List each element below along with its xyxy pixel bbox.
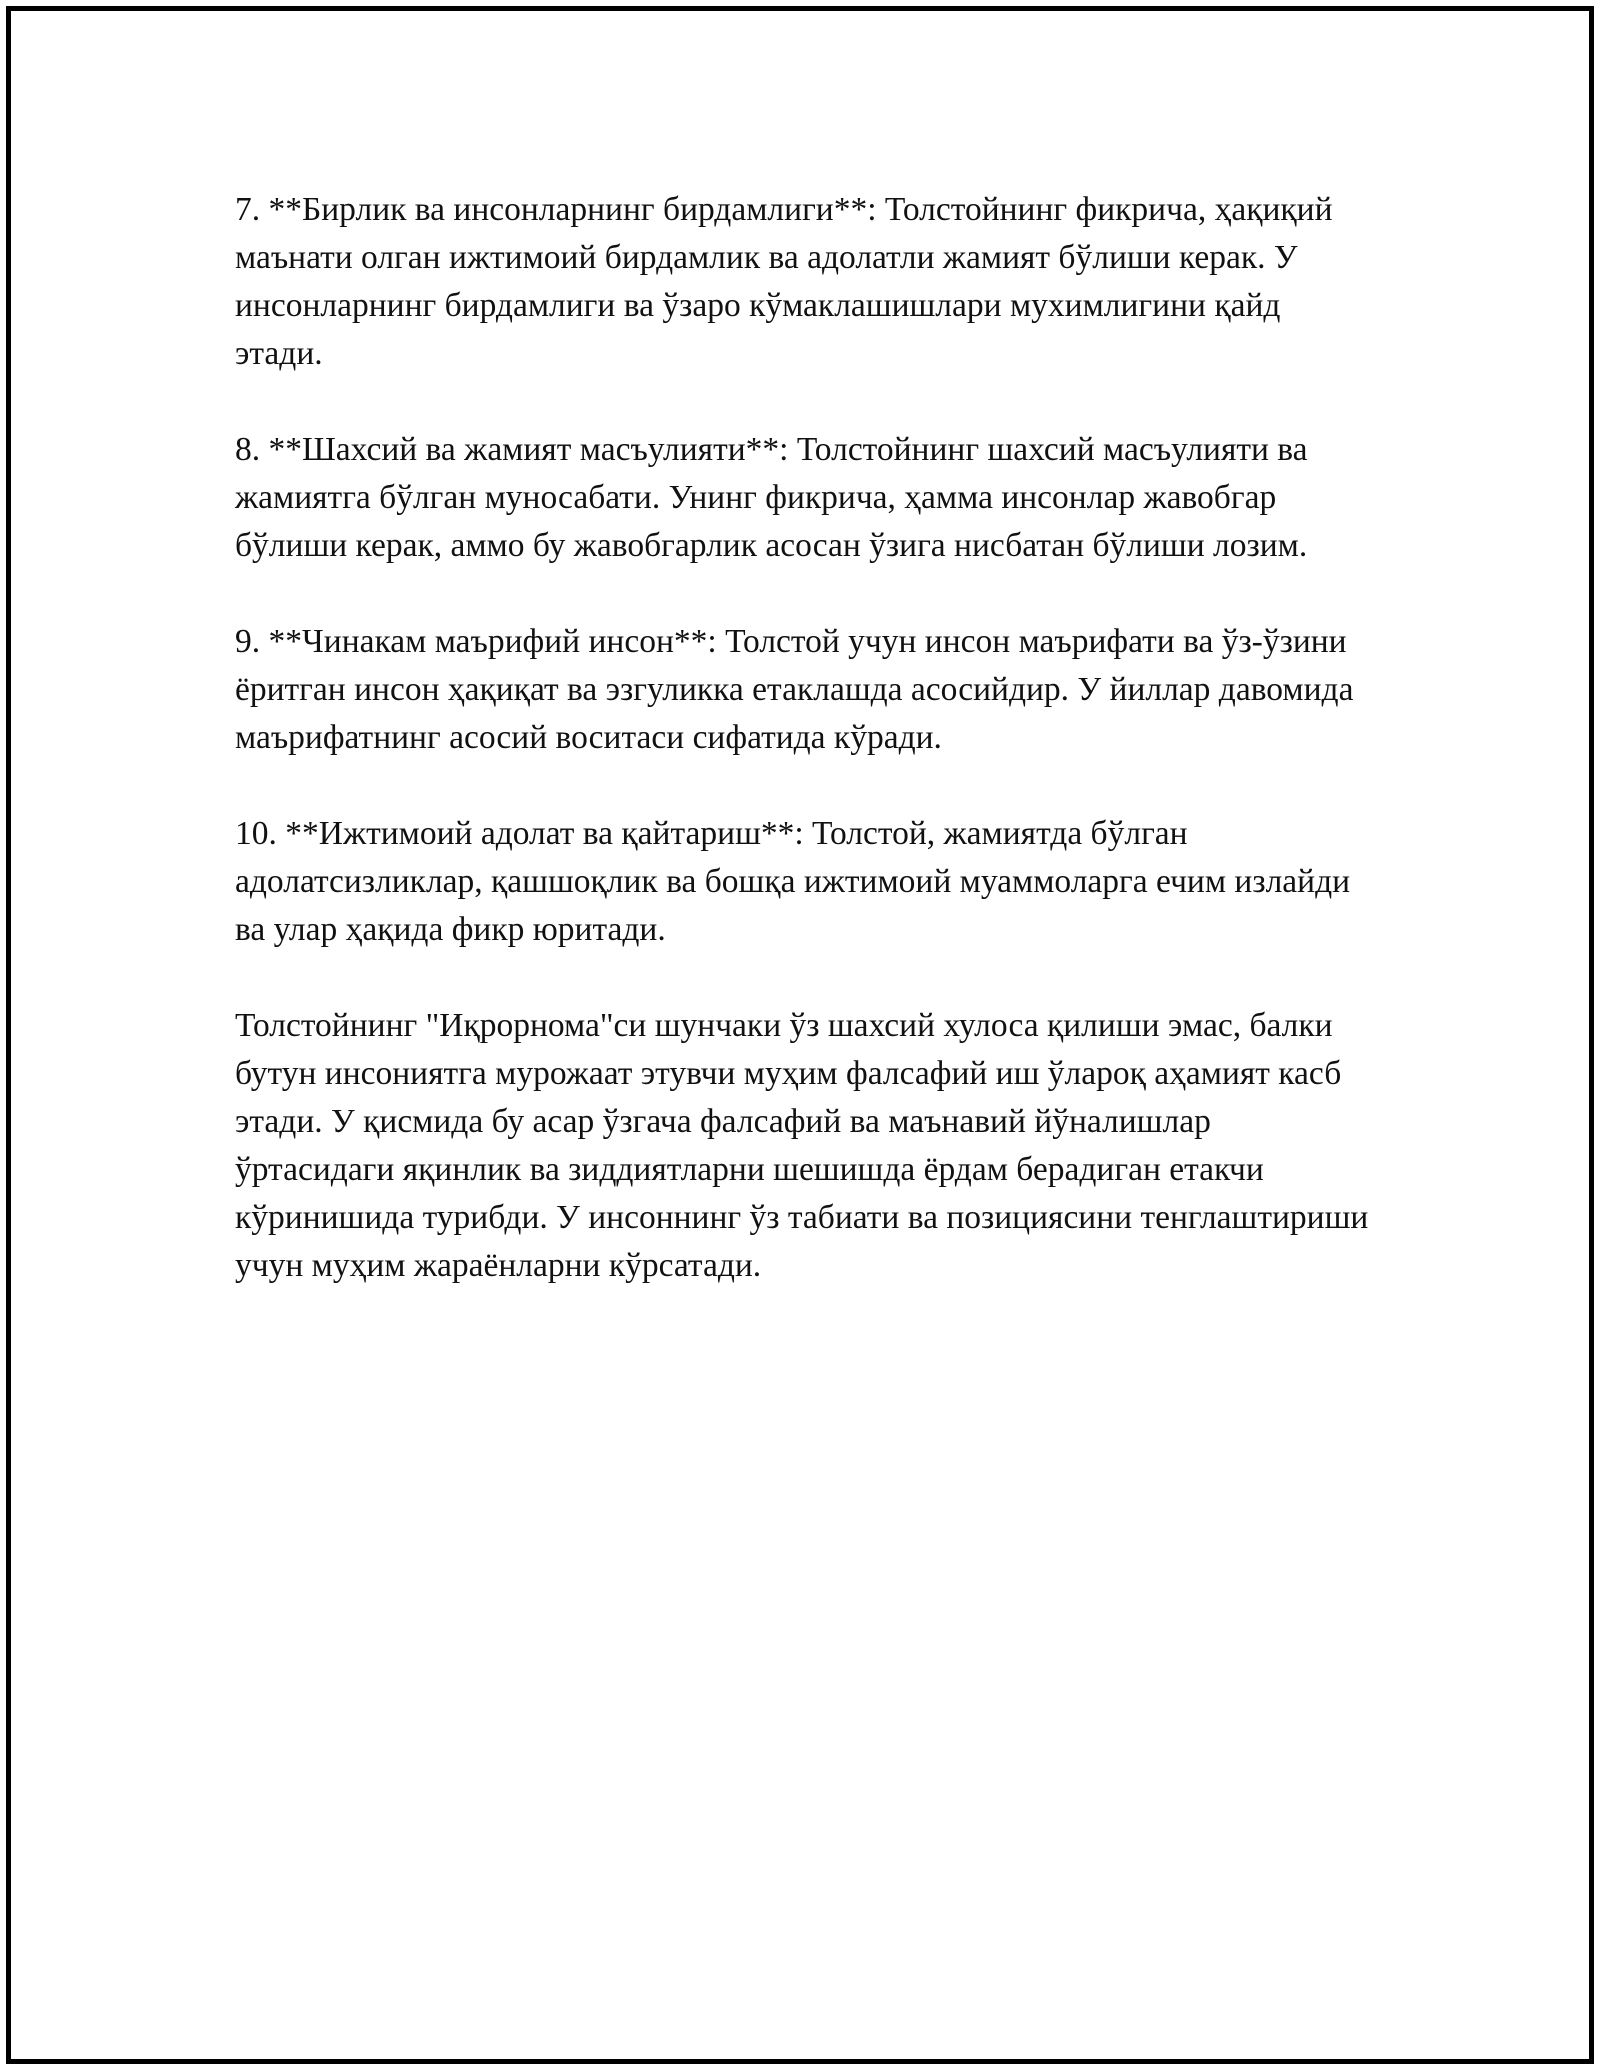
paragraph-item-7: 7. **Бирлик ва инсонларнинг бирдамлиги**: Толстойнинг фикрича, ҳақиқий маънати олган ижтимоий бирдамлик ва адолатли жамият бўлиши керак. У инсонларнинг бирдамлиги ва ўзаро кўмаклашишлари мухимлигини қайд этади. <box>235 191 1333 372</box>
document-body <box>235 186 1375 1338</box>
paragraph-item-9: 9. **Чинакам маърифий инсон**: Толстой учун инсон маърифати ва ўз-ўзини ёритган инсон ҳақиқат ва эзгуликка етаклашда асосийдир. У йиллар давомида маърифатнинг асосий воситаси сифатида кўради. <box>235 623 1354 756</box>
paragraph-item-8: 8. **Шахсий ва жамият масъулияти**: Толстойнинг шахсий масъулияти ва жамиятга бўлган муносабати. Унинг фикрича, ҳамма инсонлар жавобгар бўлиши керак, аммо бу жавобгарлик асосан ўзига нисбатан бўлиши лозим. <box>235 431 1308 564</box>
paragraph-item-10: 10. **Ижтимоий адолат ва қайтариш**: Толстой, жамиятда бўлган адолатсизликлар, қашшоқлик ва бошқа ижтимоий муаммоларга ечим излайди ва улар ҳақида фикр юритади. <box>235 815 1351 948</box>
paragraph-conclusion: Толстойнинг "Иқрорнома"си шунчаки ўз шахсий хулоса қилиши эмас, балки бутун инсониятга мурожаат этувчи муҳим фалсафий иш ўлароқ аҳамият касб этади. У қисмида бу асар ўзгача фалсафий ва маънавий йўналишлар ўртасидаги яқинлик ва зиддиятларни шешишда ёрдам берадиган етакчи кўринишида турибди. У инсоннинг ўз табиати ва позициясини тенглаштириши учун муҳим жараёнларни кўрсатади. <box>235 1007 1369 1284</box>
